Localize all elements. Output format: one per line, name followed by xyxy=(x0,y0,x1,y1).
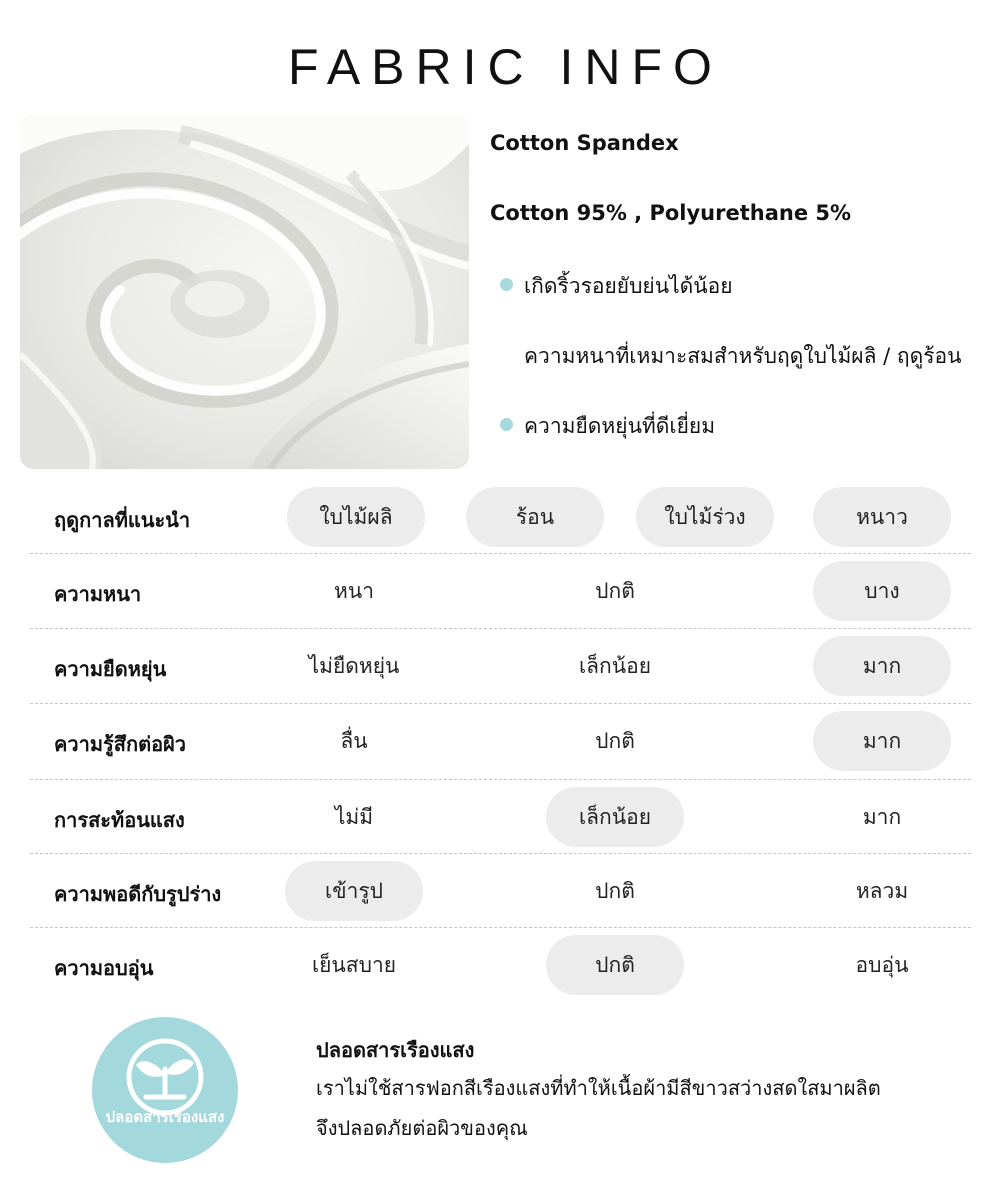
property-option: อบอุ่น xyxy=(855,952,909,977)
property-label: การสะท้อนแสง xyxy=(54,808,185,832)
property-option: มาก xyxy=(862,804,902,829)
property-option: หลวม xyxy=(855,878,909,903)
property-label: ความอบอุ่น xyxy=(54,956,154,980)
property-row xyxy=(30,854,971,928)
bullet-dot-icon xyxy=(500,278,513,291)
page-title: FABRIC INFO xyxy=(288,39,723,95)
property-label: ความพอดีกับรูปร่าง xyxy=(54,882,222,906)
note-line: เราไม่ใช้สารฟอกสีเรืองแสงที่ทำให้เนื้อผ้ามีสีขาวสว่างสดใสมาผลิต xyxy=(316,1076,881,1100)
property-option: เล็กน้อย xyxy=(578,653,652,678)
feature-item: ความหนาที่เหมาะสมสำหรับฤดูใบไม้ผลิ / ฤดูร้อน xyxy=(524,344,962,368)
property-label: ความหนา xyxy=(54,582,142,606)
property-label: ความรู้สึกต่อผิว xyxy=(54,732,187,756)
property-option-selected: เล็กน้อย xyxy=(546,787,684,847)
no-fluorescent-note xyxy=(316,1032,986,1148)
property-label: ฤดูกาลที่แนะนำ xyxy=(54,508,191,532)
fabric-photo xyxy=(20,114,469,469)
badge-label: ปลอดสารเรืองแสง xyxy=(105,1108,225,1126)
note-heading: ปลอดสารเรืองแสง xyxy=(316,1038,475,1062)
property-option: เย็นสบาย xyxy=(311,952,397,977)
property-row xyxy=(30,780,971,854)
property-row xyxy=(30,554,971,628)
property-option: ปกติ xyxy=(595,878,635,903)
feature-item: เกิดริ้วรอยยับย่นได้น้อย xyxy=(524,274,733,298)
property-option: ลื่น xyxy=(340,728,368,753)
property-option-selected: ปกติ xyxy=(546,935,684,995)
property-option-selected: มาก xyxy=(813,636,951,696)
fabric-composition: Cotton 95% , Polyurethane 5% xyxy=(490,201,852,225)
property-row xyxy=(30,480,971,554)
property-option-selected: หนาว xyxy=(813,487,951,547)
no-fluorescent-badge xyxy=(92,1017,238,1163)
property-option: หนา xyxy=(334,578,374,603)
property-row xyxy=(30,928,971,1002)
property-option: ไม่ยืดหยุ่น xyxy=(308,653,400,678)
property-option: ปกติ xyxy=(595,728,635,753)
note-line: จึงปลอดภัยต่อผิวของคุณ xyxy=(316,1116,528,1140)
property-option-selected: ร้อน xyxy=(466,487,604,547)
sprout-icon xyxy=(92,1017,238,1163)
property-option-selected: มาก xyxy=(813,711,951,771)
feature-item: ความยืดหยุ่นที่ดีเยี่ยม xyxy=(524,414,716,438)
property-label: ความยืดหยุ่น xyxy=(54,657,167,681)
fabric-name: Cotton Spandex xyxy=(490,131,679,155)
property-option: ไม่มี xyxy=(334,804,374,829)
bullet-dot-icon xyxy=(500,418,513,431)
property-row xyxy=(30,629,971,703)
property-option-selected: ใบไม้ร่วง xyxy=(636,487,774,547)
property-row xyxy=(30,704,971,778)
property-option-selected: บาง xyxy=(813,561,951,621)
property-option-selected: ใบไม้ผลิ xyxy=(287,487,425,547)
fabric-folds-illustration xyxy=(20,114,469,469)
property-option: ปกติ xyxy=(595,578,635,603)
property-option-selected: เข้ารูป xyxy=(285,861,423,921)
